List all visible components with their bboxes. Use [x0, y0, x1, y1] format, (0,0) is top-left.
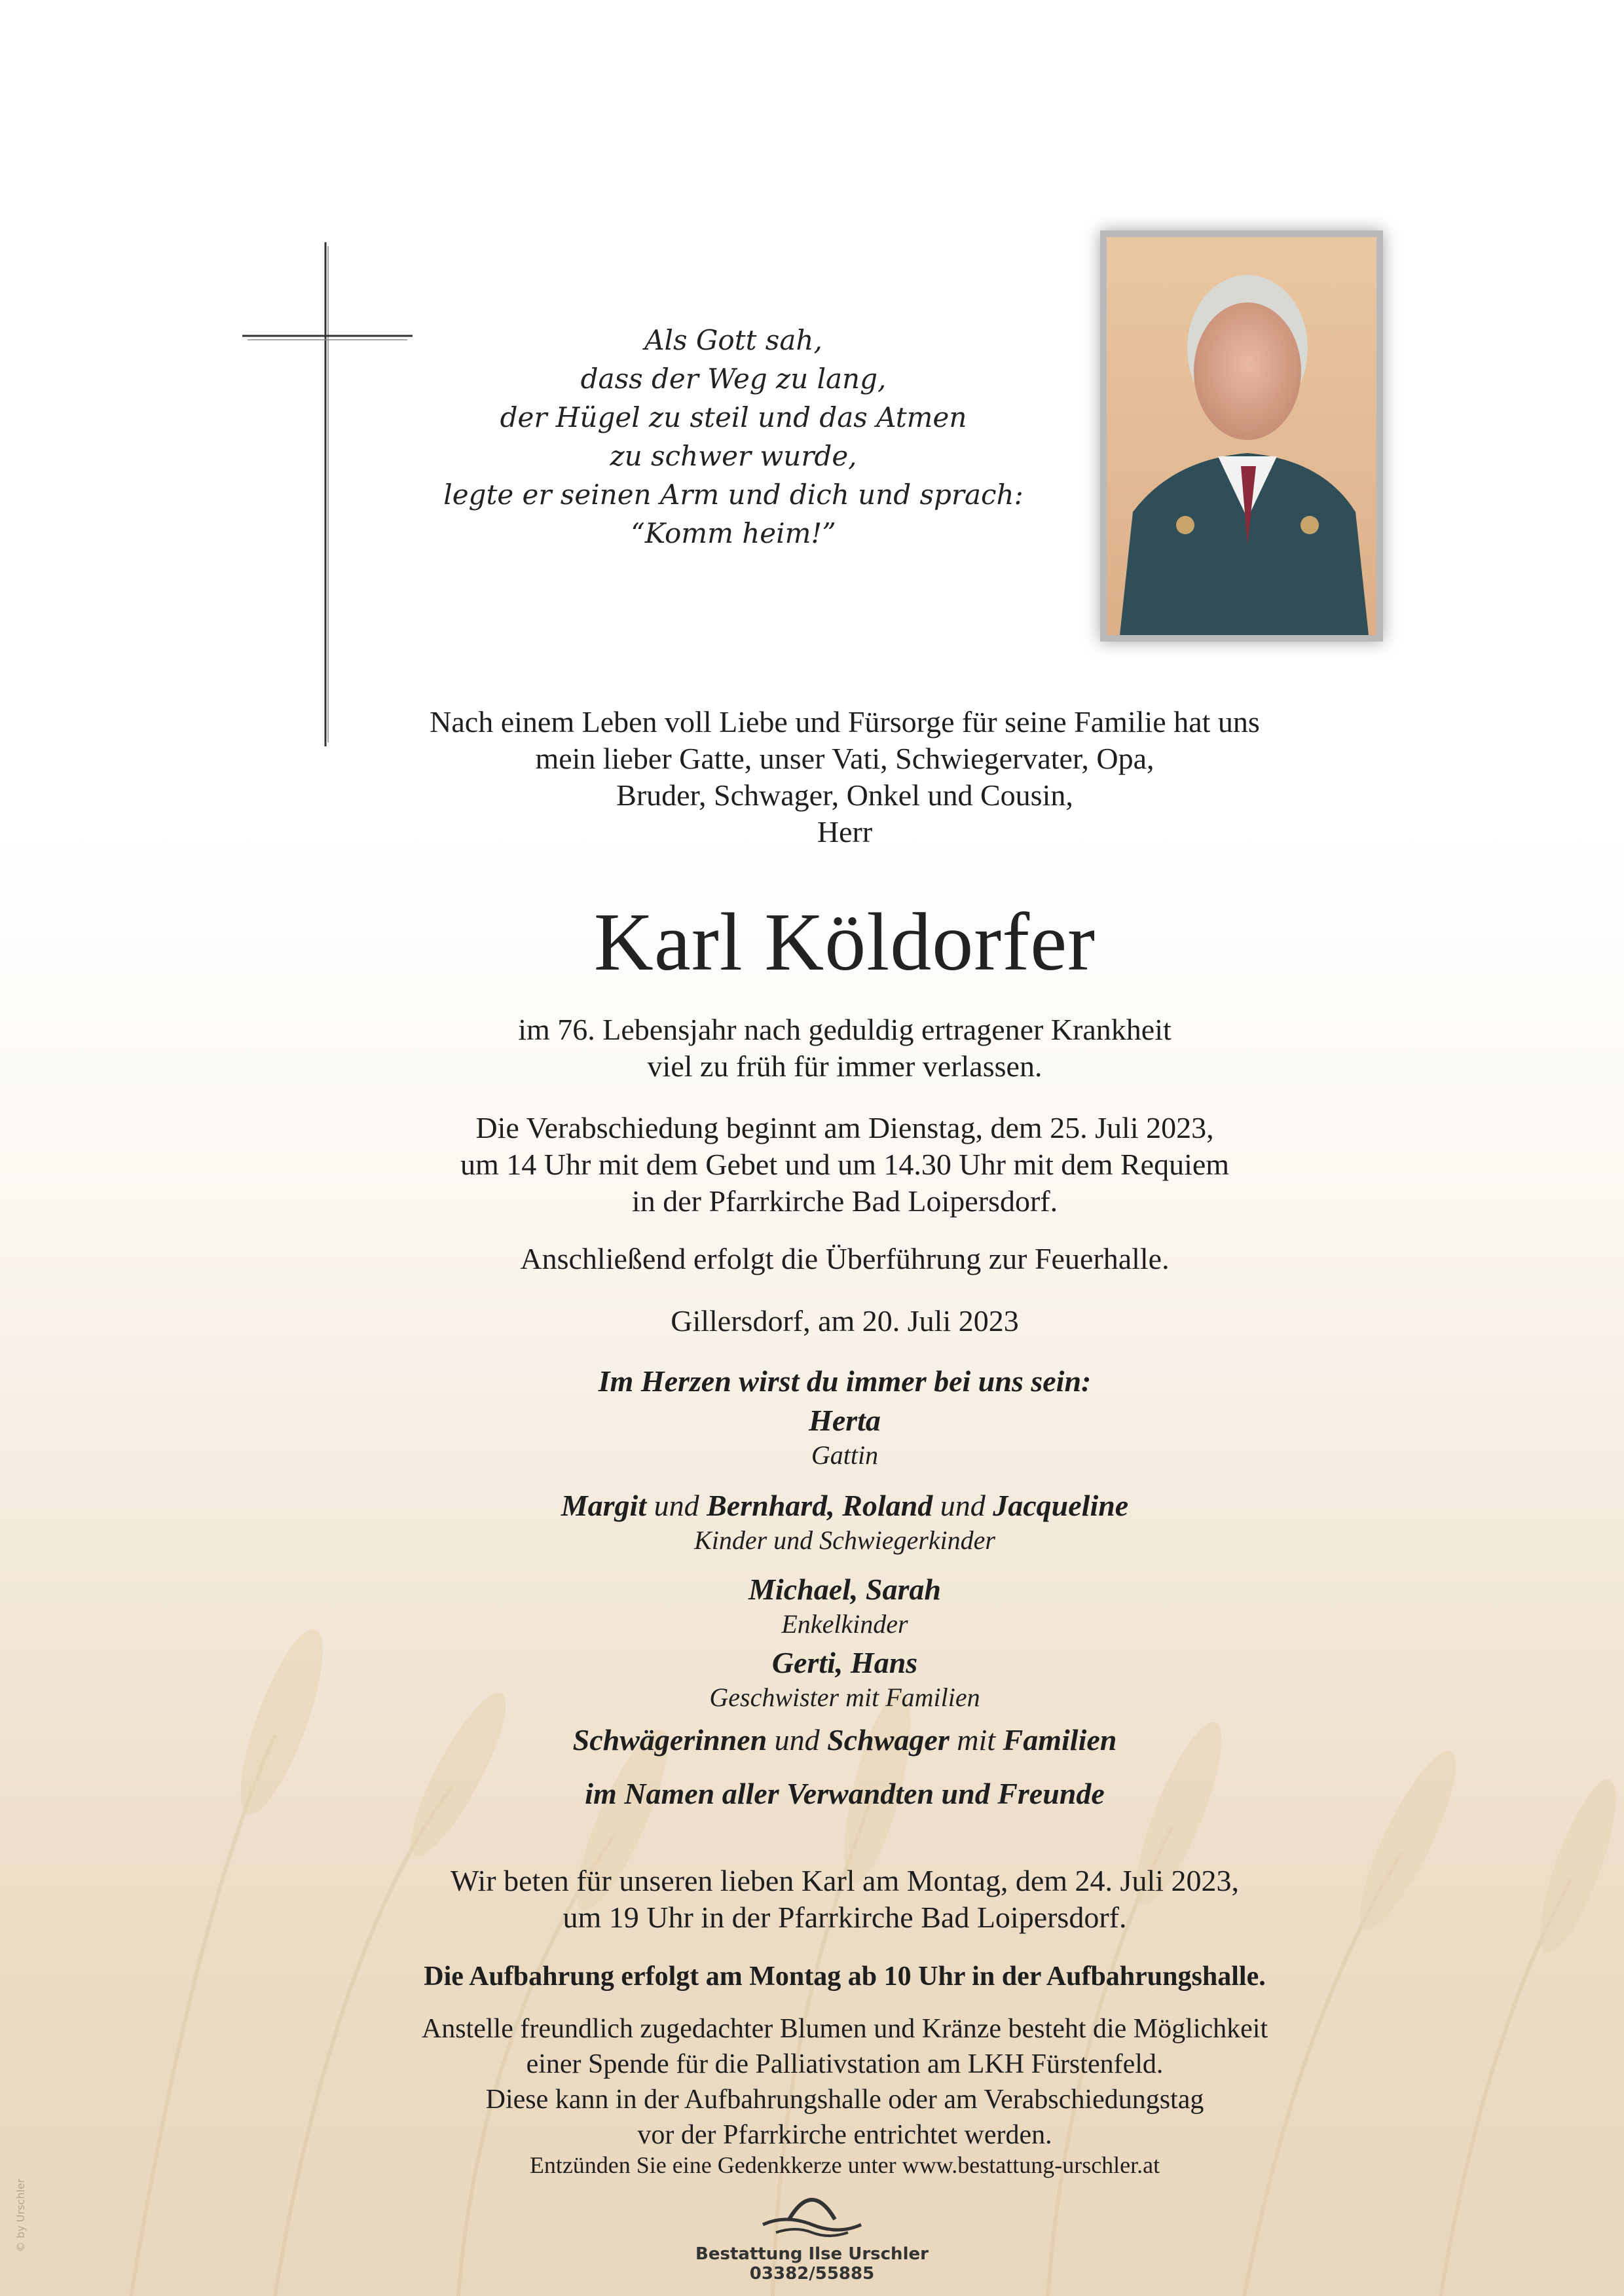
transfer-text: Anschließend erfolgt die Überführung zur Feuerhalle. — [520, 1242, 1170, 1275]
intro-line: Bruder, Schwager, Onkel und Cousin, — [616, 778, 1073, 812]
donation-text — [321, 2011, 1369, 2153]
aufbahrung-text: Die Aufbahrung erfolgt am Montag ab 10 Uhr in der Aufbahrungshalle. — [424, 1961, 1266, 1992]
mourner-group — [321, 1487, 1369, 1557]
mourner-name — [321, 1722, 1369, 1758]
poem-line: “Komm heim!” — [631, 517, 836, 549]
poem-line: der Hügel zu steil und das Atmen — [500, 401, 967, 433]
passing-line: viel zu früh für immer verlassen. — [647, 1049, 1043, 1083]
candle-text: Entzünden Sie eine Gedenkkerze unter www.bestattung-urschler.at — [529, 2152, 1160, 2178]
mourner-name: Michael, Sarah — [748, 1573, 941, 1606]
mourner-connector: und — [774, 1723, 820, 1757]
deceased-name: Karl Köldorfer — [593, 897, 1096, 988]
mourner-name-part: Familien — [1003, 1723, 1117, 1757]
mourner-all: im Namen aller Verwandten und Freunde — [585, 1777, 1105, 1810]
intro-line: Herr — [817, 815, 873, 848]
mourner-group — [321, 1402, 1369, 1472]
mourner-connector: mit — [957, 1723, 996, 1757]
mourner-group — [321, 1645, 1369, 1714]
portrait-photo — [1107, 237, 1376, 635]
donation-line: vor der Pfarrkirche entrichtet werden. — [637, 2120, 1052, 2150]
prayer-line: um 19 Uhr in der Pfarrkirche Bad Loipersdorf. — [563, 1901, 1127, 1934]
passing-text — [321, 1011, 1369, 1085]
mourner-role: Geschwister mit Familien — [709, 1683, 980, 1712]
prayer-text — [321, 1863, 1369, 1936]
mourner-group — [321, 1722, 1369, 1758]
mourner-name — [321, 1487, 1369, 1524]
mourner-connector: und — [654, 1489, 699, 1522]
funeral-home-name: Bestattung Ilse Urschler — [695, 2244, 929, 2264]
heart-line: Im Herzen wirst du immer bei uns sein: — [598, 1364, 1092, 1398]
intro-line: mein lieber Gatte, unser Vati, Schwiegervater, Opa, — [535, 742, 1154, 775]
mourner-name-part: Margit — [561, 1489, 647, 1522]
poem-line: zu schwer wurde, — [610, 440, 857, 472]
donation-line: Anstelle freundlich zugedachter Blumen und Kränze besteht die Möglichkeit — [421, 2014, 1268, 2044]
poem — [406, 321, 1061, 553]
mourner-connector: und — [940, 1489, 986, 1522]
mourner-name: Gerti, Hans — [771, 1646, 918, 1679]
prayer-line: Wir beten für unseren lieben Karl am Montag, dem 24. Juli 2023, — [450, 1864, 1240, 1897]
mourner-group — [321, 1776, 1369, 1812]
side-credit: © by Urschler — [14, 2178, 27, 2252]
mourner-name-part: Jacqueline — [993, 1489, 1129, 1522]
farewell-line: um 14 Uhr mit dem Gebet und um 14.30 Uhr mit dem Requiem — [460, 1148, 1230, 1181]
mourner-name-part: Schwägerinnen — [572, 1723, 767, 1757]
poem-line: dass der Weg zu lang, — [580, 363, 887, 395]
poem-line: legte er seinen Arm und dich und sprach: — [443, 479, 1024, 511]
poem-line: Als Gott sah, — [644, 324, 822, 356]
mourner-role: Kinder und Schwiegerkinder — [694, 1525, 995, 1555]
mourner-role: Enkelkinder — [781, 1609, 908, 1639]
passing-line: im 76. Lebensjahr nach geduldig ertragener Krankheit — [518, 1013, 1172, 1046]
place-date: Gillersdorf, am 20. Juli 2023 — [671, 1304, 1019, 1338]
funeral-home-phone: 03382/55885 — [749, 2264, 875, 2284]
farewell-line: Die Verabschiedung beginnt am Dienstag, dem 25. Juli 2023, — [475, 1111, 1214, 1144]
mourner-group — [321, 1571, 1369, 1641]
mourner-role: Gattin — [811, 1440, 879, 1470]
intro-line: Nach einem Leben voll Liebe und Fürsorge für seine Familie hat uns — [430, 705, 1260, 738]
mourner-name: Herta — [809, 1404, 881, 1437]
funeral-home-logo-icon — [756, 2187, 868, 2239]
mourner-name-part: Schwager — [827, 1723, 950, 1757]
intro-text — [321, 704, 1369, 850]
farewell-line: in der Pfarrkirche Bad Loipersdorf. — [631, 1184, 1058, 1218]
donation-line: einer Spende für die Palliativstation am LKH Fürstenfeld. — [526, 2049, 1164, 2079]
cross-icon — [242, 242, 413, 746]
mourner-name-part: Bernhard, Roland — [707, 1489, 933, 1522]
farewell-text — [321, 1110, 1369, 1220]
donation-line: Diese kann in der Aufbahrungshalle oder am Verabschiedungstag — [485, 2085, 1204, 2115]
